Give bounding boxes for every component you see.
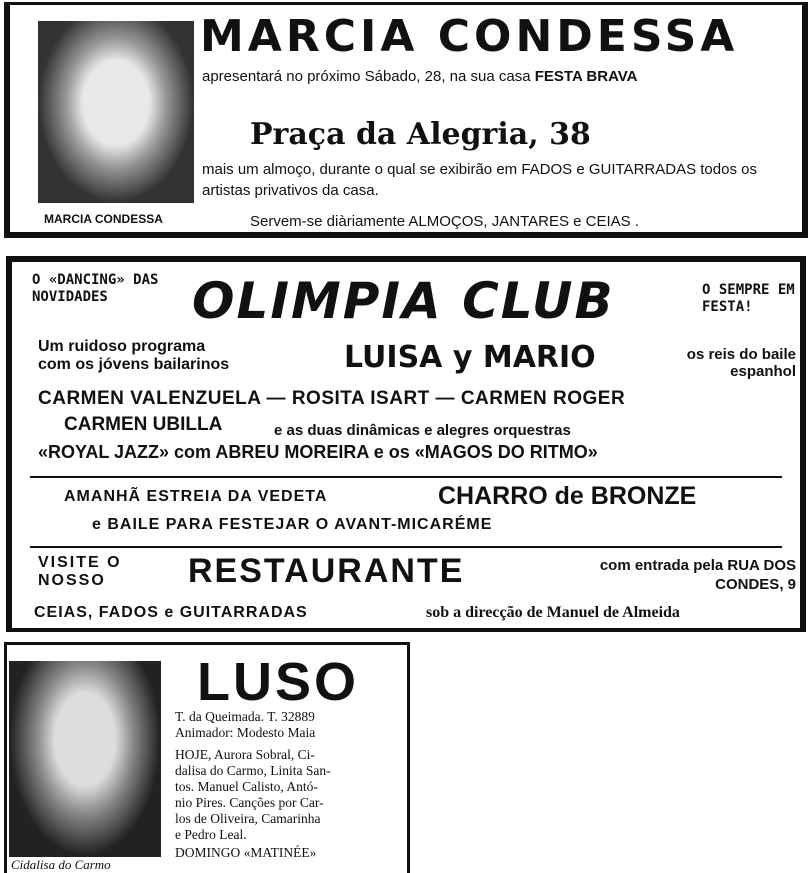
announcement-line: apresentará no próximo Sábado, 28, na sua casa [202, 68, 531, 85]
artists-line-1: CARMEN VALENZUELA — ROSITA ISART — CARMEN ROGER [38, 388, 626, 409]
lunch-text: mais um almoço, durante o qual se exibirão em FADOS e GUITARRADAS todos os artistas privativos da casa. [202, 161, 757, 199]
ad-title: LUSO [197, 652, 360, 712]
info-line: e Pedro Leal. [175, 827, 247, 842]
ad-olimpia-club [6, 256, 806, 632]
ad-luso [4, 642, 410, 873]
program-line-a: Um ruidoso programa [38, 338, 206, 355]
portrait-photo [38, 21, 194, 203]
footer-direction: sob a direcção de Manuel de Almeida [426, 604, 680, 621]
announcement-text [202, 67, 802, 87]
artists-line-2: e as duas dinâmicas e alegres orquestras [274, 422, 571, 439]
restaurant-title: RESTAURANTE [188, 552, 465, 590]
club-title: OLIMPIA CLUB [192, 272, 615, 330]
program-line-b: com os jóvens bailarinos [38, 356, 230, 373]
info-line: DOMINGO «MATINÉE» [175, 845, 317, 860]
debut-line: AMANHÃ ESTREIA DA VEDETA [64, 488, 328, 505]
info-line: Animador: Modesto Maia [175, 725, 316, 740]
ball-line: e BAILE PARA FESTEJAR O AVANT-MICARÉME [92, 516, 493, 533]
photo-caption: MARCIA CONDESSA [44, 212, 163, 226]
footer-services: CEIAS, FADOS e GUITARRADAS [34, 604, 308, 621]
orchestras: «ROYAL JAZZ» com ABREU MOREIRA e os «MAGOS DO RITMO» [38, 442, 598, 462]
divider [30, 476, 782, 478]
duo-name: LUISA y MARIO [344, 340, 596, 375]
left-tag: O «DANCING» DAS NOVIDADES [32, 272, 159, 305]
address: Praça da Alegria, 38 [250, 117, 591, 152]
info-line: tos. Manuel Calisto, Antó- [175, 779, 318, 794]
divider [30, 546, 782, 548]
photo-caption: Cidalisa do Carmo [11, 857, 111, 872]
entrance-text: com entrada pela RUA DOS CONDES, 9 [599, 557, 796, 593]
portrait-photo [9, 661, 161, 857]
info-line: HOJE, Aurora Sobral, Ci- [175, 747, 315, 762]
festa-brava: FESTA BRAVA [534, 68, 638, 85]
info-line: nio Pires. Canções por Car- [175, 795, 324, 810]
ad-marcia-condessa [4, 2, 808, 238]
vedette-name: CHARRO de BRONZE [438, 482, 697, 510]
artists-name: CARMEN UBILLA [64, 414, 223, 435]
right-tag: O SEMPRE EM FESTA! [702, 282, 795, 315]
info-line: T. da Queimada. T. 32889 [175, 709, 315, 724]
info-line: dalisa do Carmo, Linita San- [175, 763, 331, 778]
info-line: los de Oliveira, Camarinha [175, 811, 321, 826]
duo-description: os reis do baile espanhol [686, 346, 796, 380]
ad-title: MARCIA CONDESSA [200, 11, 739, 62]
meals-text: Servem-se diàriamente ALMOÇOS, JANTARES e CEIAS . [250, 213, 640, 230]
visit-text: VISITE O NOSSO [38, 554, 122, 589]
